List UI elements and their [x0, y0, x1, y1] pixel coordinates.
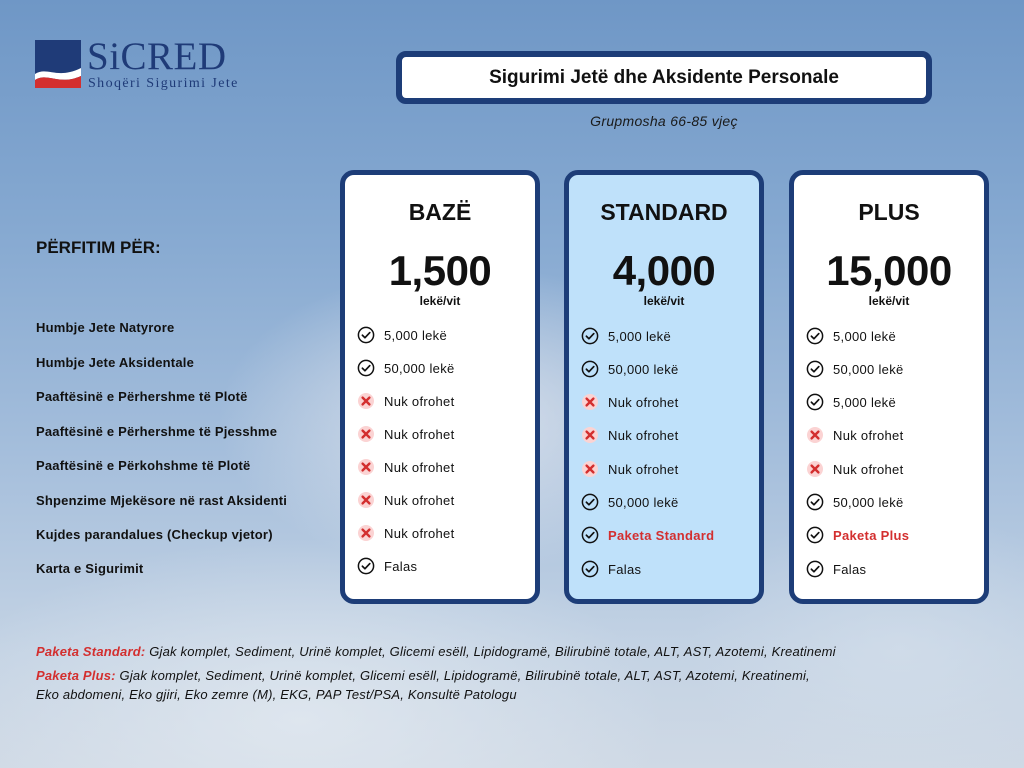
plan-price: 4,000: [612, 247, 716, 294]
plan-feature-value: Nuk ofrohet: [384, 393, 455, 409]
plan-feature: [357, 390, 455, 412]
cross-icon: [357, 491, 375, 509]
check-icon: [357, 557, 375, 575]
benefits-heading: PËRFITIM PËR:: [36, 238, 161, 257]
footnote-plus-text-1: Gjak komplet, Sediment, Urinë komplet, Glicemi esëll, Lipidogramë, Bilirubinë totale, ALT, AST, Azotemi, Kreatinemi,: [119, 668, 810, 683]
check-icon: [581, 493, 599, 511]
plan-price-unit: lekë/vit: [419, 294, 461, 308]
plan-feature-value: Falas: [384, 558, 418, 574]
footnote-standard-key: Paketa Standard:: [36, 644, 146, 659]
plan-feature: [581, 391, 679, 413]
plan-price: 1,500: [388, 247, 492, 294]
benefit-label-accidental-death: Humbje Jete Aksidentale: [36, 355, 195, 370]
footnote-plus: [36, 668, 810, 683]
plan-feature: [357, 555, 417, 577]
plan-feature: [806, 524, 909, 546]
plan-feature-value: Paketa Standard: [608, 527, 715, 543]
plan-feature: [806, 424, 904, 446]
footnote-plus-key: Paketa Plus:: [36, 668, 116, 683]
plan-feature-value: Nuk ofrohet: [384, 525, 455, 541]
plan-feature-value: Nuk ofrohet: [384, 459, 455, 475]
plan-feature-value: Paketa Plus: [833, 527, 910, 543]
company-logo: [35, 35, 275, 94]
plan-feature-value: 5,000 lekë: [833, 328, 896, 344]
check-icon: [806, 526, 824, 544]
cross-icon: [581, 393, 599, 411]
benefit-label-permanent-total-disability: Paaftësinë e Përhershme të Plotë: [36, 389, 248, 404]
cross-icon: [357, 425, 375, 443]
plan-card-plus[interactable]: [789, 170, 989, 604]
plan-card-baze[interactable]: [340, 170, 540, 604]
footnote-plus-text-2: Eko abdomeni, Eko gjiri, Eko zemre (M), EKG, PAP Test/PSA, Konsultë Patologu: [36, 687, 517, 702]
check-icon: [581, 360, 599, 378]
benefit-label-preventive-care: Kujdes parandalues (Checkup vjetor): [36, 527, 273, 542]
plan-feature: [806, 358, 904, 380]
plan-feature: [806, 558, 866, 580]
cross-icon: [806, 460, 824, 478]
plan-feature: [357, 423, 455, 445]
plan-feature: [581, 558, 641, 580]
plan-name: BAZË: [408, 199, 472, 225]
plan-price: 15,000: [826, 247, 952, 294]
page-title: Sigurimi Jetë dhe Aksidente Personale: [489, 66, 839, 88]
logo-name: SiCRED: [87, 35, 227, 78]
plan-feature-value: Nuk ofrohet: [384, 492, 455, 508]
plan-feature-value: Nuk ofrohet: [608, 461, 679, 477]
check-icon: [581, 526, 599, 544]
cross-icon: [581, 426, 599, 444]
logo-subtitle: Shoqëri Sigurimi Jete: [88, 76, 239, 91]
plan-feature: [581, 458, 679, 480]
age-group-subtitle: Grupmosha 66-85 vjeç: [590, 113, 738, 129]
plan-feature: [357, 456, 455, 478]
check-icon: [806, 360, 824, 378]
plan-feature-value: Nuk ofrohet: [833, 427, 904, 443]
plan-feature-value: 5,000 lekë: [833, 394, 896, 410]
plan-feature-value: 50,000 lekë: [608, 494, 679, 510]
plan-feature-value: 50,000 lekë: [384, 360, 455, 376]
check-icon: [581, 560, 599, 578]
plan-name: PLUS: [858, 199, 920, 225]
page-title-box: [396, 51, 932, 104]
plan-feature: [806, 391, 896, 413]
benefit-label-temporary-total-disability: Paaftësinë e Përkohshme të Plotë: [36, 458, 251, 473]
plan-feature: [581, 491, 679, 513]
cross-icon: [357, 458, 375, 476]
plan-feature: [581, 325, 671, 347]
check-icon: [806, 560, 824, 578]
benefit-label-insurance-card: Karta e Sigurimit: [36, 561, 144, 576]
benefit-label-natural-death: Humbje Jete Natyrore: [36, 320, 175, 335]
plan-feature: [581, 424, 679, 446]
logo-wave-icon: [35, 40, 81, 88]
cross-icon: [357, 524, 375, 542]
plan-feature-value: 50,000 lekë: [833, 494, 904, 510]
plan-feature: [357, 324, 447, 346]
check-icon: [806, 327, 824, 345]
plan-feature-value: Falas: [833, 561, 867, 577]
plan-feature-value: Nuk ofrohet: [833, 461, 904, 477]
plan-feature: [357, 489, 455, 511]
check-icon: [357, 359, 375, 377]
plan-feature: [581, 358, 679, 380]
plan-feature-value: 50,000 lekë: [608, 361, 679, 377]
cross-icon: [806, 426, 824, 444]
cross-icon: [357, 392, 375, 410]
plan-feature-value: 5,000 lekë: [608, 328, 671, 344]
footnote-standard: [36, 644, 836, 659]
footnote-plus-continued: [36, 687, 517, 702]
benefit-label-permanent-partial-disability: Paaftësinë e Përhershme të Pjesshme: [36, 424, 278, 439]
check-icon: [806, 393, 824, 411]
plan-feature-value: 5,000 lekë: [384, 327, 447, 343]
plan-feature-value: Nuk ofrohet: [608, 427, 679, 443]
plan-feature: [806, 325, 896, 347]
cross-icon: [581, 460, 599, 478]
benefit-label-medical-expenses: Shpenzime Mjekësore në rast Aksidenti: [36, 493, 288, 508]
check-icon: [357, 326, 375, 344]
plan-price-unit: lekë/vit: [643, 294, 685, 308]
plan-name: STANDARD: [600, 199, 728, 225]
plan-feature-value: Nuk ofrohet: [608, 394, 679, 410]
plan-feature: [357, 357, 455, 379]
plan-feature-value: Falas: [608, 561, 642, 577]
plan-feature-value: 50,000 lekë: [833, 361, 904, 377]
footnote-standard-text: Gjak komplet, Sediment, Urinë komplet, Glicemi esëll, Lipidogramë, Bilirubinë totale, ALT, AST, Azotemi, Kreatinemi: [149, 644, 836, 659]
plan-feature: [581, 524, 714, 546]
plan-feature-value: Nuk ofrohet: [384, 426, 455, 442]
plan-feature: [357, 522, 455, 544]
plan-feature: [806, 491, 904, 513]
check-icon: [806, 493, 824, 511]
plan-card-standard[interactable]: [564, 170, 764, 604]
plan-price-unit: lekë/vit: [868, 294, 910, 308]
plan-feature: [806, 458, 904, 480]
check-icon: [581, 327, 599, 345]
